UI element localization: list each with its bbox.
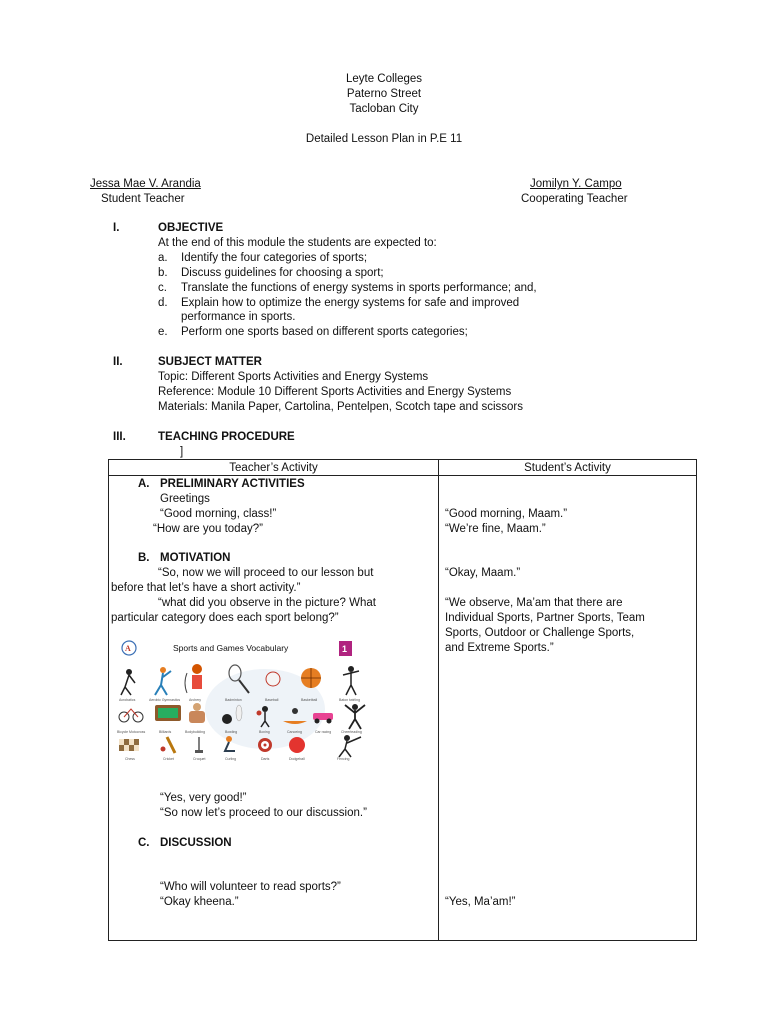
vocab-label: Dodgeball — [289, 757, 305, 761]
vocab-label: Acrobatics — [119, 698, 136, 702]
billiards-icon — [155, 705, 181, 721]
objective-intro: At the end of this module the students are expected to: — [158, 237, 437, 249]
chess-icon — [119, 739, 139, 751]
student-activity-cell — [439, 476, 697, 941]
objective-item-d: Explain how to optimize the energy systems for safe and improved — [181, 297, 520, 309]
vocab-label: Badminton — [225, 698, 242, 702]
subject-topic: Topic: Different Sports Activities and Energy Systems — [158, 371, 429, 383]
prelim-heading: PRELIMINARY ACTIVITIES — [160, 478, 305, 490]
vocab-label: Bodybuilding — [185, 730, 206, 734]
vocabulary-title: Sports and Games Vocabulary — [173, 643, 289, 653]
sports-vocabulary-image — [115, 639, 367, 763]
procedure-heading: TEACHING PROCEDURE — [158, 431, 295, 443]
motivation-letter: B. — [138, 552, 150, 564]
vocab-label: Baton twirling — [339, 698, 361, 702]
vocabulary-badge: 1 — [342, 644, 348, 654]
student-line-4d: and Extreme Sports.” — [445, 642, 554, 654]
vocab-label: Canoeing — [287, 730, 302, 734]
student-teacher-name: Jessa Mae V. Arandia — [90, 178, 201, 190]
basketball-icon — [301, 668, 321, 688]
student-line-4b: Individual Sports, Partner Sports, Team — [445, 612, 645, 624]
objective-numeral: I. — [113, 222, 120, 234]
objective-letter-e: e. — [158, 326, 168, 338]
vocab-label: Billiards — [159, 730, 172, 734]
vocab-label: Cricket — [163, 757, 174, 761]
objective-item-d-cont: performance in sports. — [181, 311, 296, 323]
teacher-line-4b: particular category does each sport belong?” — [111, 612, 339, 624]
prelim-letter: A. — [138, 478, 150, 490]
vocab-label: Archery — [189, 698, 202, 702]
teacher-activity-cell — [109, 476, 439, 941]
vocab-label: Chess — [125, 757, 135, 761]
objective-letter-d: d. — [158, 297, 168, 309]
vocab-label: Cheerleading — [341, 730, 362, 734]
greetings-label: Greetings — [160, 493, 210, 505]
teacher-line-1: “Good morning, class!” — [160, 508, 277, 520]
objective-item-e: Perform one sports based on different sports categories; — [181, 326, 468, 338]
vocab-label: Aerobic Gymnastics — [149, 698, 181, 702]
objective-item-b: Discuss guidelines for choosing a sport; — [181, 267, 384, 279]
student-line-5: “Yes, Ma’am!” — [445, 896, 516, 908]
teacher-line-5: “Yes, very good!” — [160, 792, 247, 804]
teacher-line-7: “Who will volunteer to read sports?” — [160, 881, 341, 893]
vocab-label: Fencing — [337, 757, 350, 761]
student-line-1: “Good morning, Maam.” — [445, 508, 568, 520]
cooperating-teacher-role: Cooperating Teacher — [521, 193, 628, 205]
school-street: Paterno Street — [346, 88, 422, 100]
student-teacher-role: Student Teacher — [101, 193, 185, 205]
teacher-line-4a: “what did you observe in the picture? What — [158, 597, 376, 609]
vocab-label: Darts — [261, 757, 270, 761]
lesson-table — [108, 459, 697, 941]
student-line-3: “Okay, Maam.” — [445, 567, 521, 579]
motivation-heading: MOTIVATION — [160, 552, 231, 564]
cooperating-teacher-name: Jomilyn Y. Campo — [530, 178, 622, 190]
svg-text:A: A — [125, 644, 131, 653]
darts-icon — [258, 738, 272, 752]
vocab-label: Croquet — [193, 757, 206, 761]
teacher-line-2: “How are you today?” — [153, 523, 263, 535]
teacher-line-3b: before that let’s have a short activity.” — [111, 582, 301, 594]
objective-letter-b: b. — [158, 267, 168, 279]
baseball-icon — [266, 672, 280, 686]
dodgeball-icon — [289, 737, 305, 753]
vocab-label: Baseball — [265, 698, 279, 702]
teacher-line-6: “So now let’s proceed to our discussion.” — [160, 807, 367, 819]
discussion-letter: C. — [138, 837, 150, 849]
objective-letter-c: c. — [158, 282, 167, 294]
school-city: Tacloban City — [349, 103, 419, 115]
objective-item-c: Translate the functions of energy systems in sports performance; and, — [181, 282, 537, 294]
document-title: Detailed Lesson Plan in P.E 11 — [305, 133, 463, 145]
stray-bracket: ] — [180, 446, 184, 458]
subject-reference: Reference: Module 10 Different Sports Activities and Energy Systems — [158, 386, 512, 398]
objective-heading: OBJECTIVE — [158, 222, 224, 234]
teacher-activity-header: Teacher’s Activity — [109, 460, 439, 476]
procedure-numeral: III. — [113, 431, 126, 443]
discussion-heading: DISCUSSION — [160, 837, 232, 849]
vocab-label: Curling — [225, 757, 237, 761]
objective-letter-a: a. — [158, 252, 168, 264]
vocab-label: Bowling — [225, 730, 238, 734]
objective-item-a: Identify the four categories of sports; — [181, 252, 368, 264]
school-name: Leyte Colleges — [345, 73, 423, 85]
student-line-4a: “We observe, Ma’am that there are — [445, 597, 623, 609]
subject-matter-numeral: II. — [113, 356, 123, 368]
vocab-label: Car racing — [315, 730, 332, 734]
teacher-line-8: “Okay kheena.” — [160, 896, 239, 908]
subject-matter-heading: SUBJECT MATTER — [158, 356, 262, 368]
student-line-4c: Sports, Outdoor or Challenge Sports, — [445, 627, 635, 639]
subject-materials: Materials: Manila Paper, Cartolina, Pentelpen, Scotch tape and scissors — [158, 401, 523, 413]
vocab-label: Boxing — [259, 730, 270, 734]
student-line-2: “We’re fine, Maam.” — [445, 523, 546, 535]
vocab-label: Bicycle Motocross — [117, 730, 146, 734]
vocab-label: Basketball — [301, 698, 318, 702]
student-activity-header: Student’s Activity — [439, 460, 697, 476]
teacher-line-3a: “So, now we will proceed to our lesson but — [158, 567, 374, 579]
